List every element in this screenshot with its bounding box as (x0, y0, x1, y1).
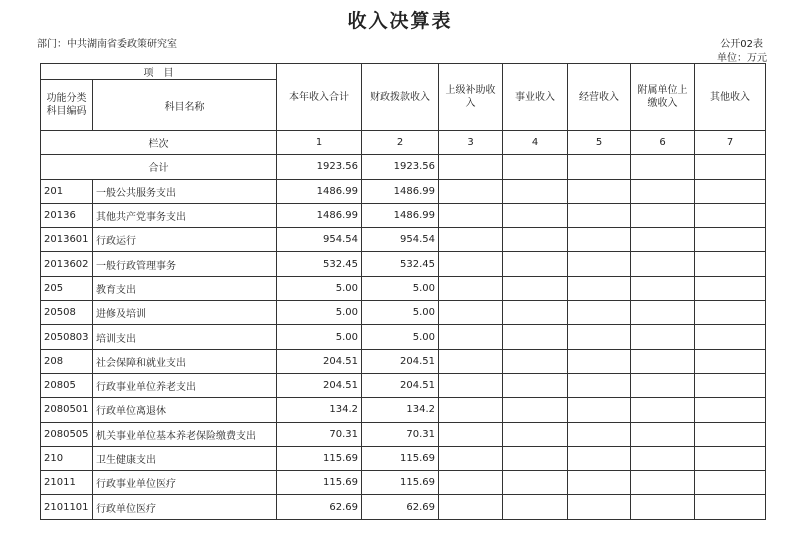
total-fiscal-value: 1923.56 (362, 155, 439, 179)
empty-cell (695, 179, 766, 203)
empty-cell (439, 179, 503, 203)
col-business-header: 事业收入 (503, 64, 568, 131)
row-total-income: 1486.99 (277, 179, 362, 203)
empty-cell (503, 301, 568, 325)
row-name: 进修及培训 (93, 301, 277, 325)
empty-cell (568, 155, 631, 179)
row-fiscal: 204.51 (362, 349, 439, 373)
empty-cell (631, 398, 695, 422)
empty-cell (568, 325, 631, 349)
col-number: 2 (362, 131, 439, 155)
item-group-header: 项 目 (41, 64, 277, 80)
col-code-header: 功能分类科目编码 (41, 80, 93, 131)
table-row (41, 228, 766, 252)
col-number: 5 (568, 131, 631, 155)
row-total-income: 204.51 (277, 349, 362, 373)
empty-cell (439, 228, 503, 252)
empty-cell (695, 155, 766, 179)
row-code: 208 (41, 349, 93, 373)
col-number: 3 (439, 131, 503, 155)
empty-cell (695, 495, 766, 519)
empty-cell (568, 252, 631, 276)
empty-cell (568, 471, 631, 495)
empty-cell (695, 446, 766, 470)
row-fiscal: 532.45 (362, 252, 439, 276)
empty-cell (631, 228, 695, 252)
empty-cell (631, 373, 695, 397)
row-total-income: 532.45 (277, 252, 362, 276)
empty-cell (503, 422, 568, 446)
empty-cell (439, 398, 503, 422)
empty-cell (439, 349, 503, 373)
row-code: 210 (41, 446, 93, 470)
empty-cell (503, 203, 568, 227)
empty-cell (568, 495, 631, 519)
empty-cell (695, 252, 766, 276)
empty-cell (503, 398, 568, 422)
empty-cell (503, 495, 568, 519)
unit-label: 单位：万元 (717, 53, 767, 64)
row-name: 行政单位医疗 (93, 495, 277, 519)
empty-cell (695, 301, 766, 325)
empty-cell (503, 373, 568, 397)
table-row (41, 495, 766, 519)
form-number: 公开02表 (720, 39, 763, 50)
col-number: 7 (695, 131, 766, 155)
table-row (41, 349, 766, 373)
empty-cell (439, 276, 503, 300)
empty-cell (503, 446, 568, 470)
row-total-income: 62.69 (277, 495, 362, 519)
row-fiscal: 5.00 (362, 276, 439, 300)
row-total-income: 954.54 (277, 228, 362, 252)
row-name: 教育支出 (93, 276, 277, 300)
empty-cell (568, 301, 631, 325)
row-fiscal: 115.69 (362, 471, 439, 495)
row-total-income: 70.31 (277, 422, 362, 446)
empty-cell (503, 179, 568, 203)
row-total-income: 134.2 (277, 398, 362, 422)
empty-cell (439, 422, 503, 446)
row-fiscal: 1486.99 (362, 179, 439, 203)
empty-cell (568, 398, 631, 422)
empty-cell (568, 276, 631, 300)
row-code: 20508 (41, 301, 93, 325)
empty-cell (439, 325, 503, 349)
row-fiscal: 954.54 (362, 228, 439, 252)
table-row (41, 422, 766, 446)
row-code: 2050803 (41, 325, 93, 349)
col-other-header: 其他收入 (695, 64, 766, 131)
row-total-income: 204.51 (277, 373, 362, 397)
empty-cell (695, 325, 766, 349)
empty-cell (631, 155, 695, 179)
empty-cell (631, 325, 695, 349)
row-fiscal: 70.31 (362, 422, 439, 446)
col-fiscal-header: 财政拨款收入 (362, 64, 439, 131)
report-title: 收入决算表 (347, 10, 453, 32)
empty-cell (695, 203, 766, 227)
row-name: 行政运行 (93, 228, 277, 252)
empty-cell (439, 203, 503, 227)
empty-cell (631, 276, 695, 300)
row-fiscal: 5.00 (362, 301, 439, 325)
col-operating-header: 经营收入 (568, 64, 631, 131)
row-code: 2080501 (41, 398, 93, 422)
table-row (41, 471, 766, 495)
row-total-income: 115.69 (277, 471, 362, 495)
row-total-income: 1486.99 (277, 203, 362, 227)
row-name: 卫生健康支出 (93, 446, 277, 470)
empty-cell (631, 446, 695, 470)
income-table (40, 63, 766, 520)
table-row (41, 276, 766, 300)
empty-cell (568, 228, 631, 252)
row-name: 培训支出 (93, 325, 277, 349)
col-affiliated-header: 附属单位上缴收入 (631, 64, 695, 131)
empty-cell (695, 349, 766, 373)
empty-cell (695, 373, 766, 397)
empty-cell (439, 373, 503, 397)
row-total-income: 5.00 (277, 325, 362, 349)
empty-cell (439, 155, 503, 179)
row-fiscal: 204.51 (362, 373, 439, 397)
row-fiscal: 1486.99 (362, 203, 439, 227)
empty-cell (568, 179, 631, 203)
empty-cell (695, 276, 766, 300)
total-row (41, 155, 766, 179)
row-total-income: 5.00 (277, 301, 362, 325)
empty-cell (503, 276, 568, 300)
empty-cell (503, 228, 568, 252)
empty-cell (439, 446, 503, 470)
row-name: 社会保障和就业支出 (93, 349, 277, 373)
empty-cell (631, 422, 695, 446)
empty-cell (503, 471, 568, 495)
row-code: 2013601 (41, 228, 93, 252)
row-fiscal: 62.69 (362, 495, 439, 519)
row-total-income: 115.69 (277, 446, 362, 470)
row-code: 20805 (41, 373, 93, 397)
empty-cell (631, 252, 695, 276)
table-row (41, 446, 766, 470)
empty-cell (439, 301, 503, 325)
empty-cell (695, 228, 766, 252)
empty-cell (503, 155, 568, 179)
row-code: 21011 (41, 471, 93, 495)
empty-cell (631, 179, 695, 203)
row-total-income: 5.00 (277, 276, 362, 300)
empty-cell (503, 349, 568, 373)
empty-cell (695, 422, 766, 446)
row-code: 201 (41, 179, 93, 203)
row-order-label: 栏次 (41, 131, 277, 155)
col-total-income-header: 本年收入合计 (277, 64, 362, 131)
row-fiscal: 115.69 (362, 446, 439, 470)
table-row (41, 179, 766, 203)
row-code: 20136 (41, 203, 93, 227)
row-name: 机关事业单位基本养老保险缴费支出 (93, 422, 277, 446)
empty-cell (568, 349, 631, 373)
empty-cell (503, 252, 568, 276)
col-number: 6 (631, 131, 695, 155)
col-number: 4 (503, 131, 568, 155)
row-fiscal: 5.00 (362, 325, 439, 349)
row-code: 2101101 (41, 495, 93, 519)
table-row (41, 398, 766, 422)
department-label: 部门：中共湖南省委政策研究室 (37, 39, 177, 50)
table-row (41, 252, 766, 276)
col-number: 1 (277, 131, 362, 155)
empty-cell (631, 301, 695, 325)
row-code: 205 (41, 276, 93, 300)
empty-cell (568, 446, 631, 470)
row-name: 行政单位离退休 (93, 398, 277, 422)
empty-cell (568, 373, 631, 397)
row-fiscal: 134.2 (362, 398, 439, 422)
empty-cell (695, 471, 766, 495)
col-higher-subsidy-header: 上级补助收入 (439, 64, 503, 131)
row-code: 2013602 (41, 252, 93, 276)
total-income-value: 1923.56 (277, 155, 362, 179)
col-name-header: 科目名称 (93, 80, 277, 131)
row-name: 其他共产党事务支出 (93, 203, 277, 227)
total-label: 合计 (41, 155, 277, 179)
empty-cell (631, 495, 695, 519)
row-name: 一般公共服务支出 (93, 179, 277, 203)
table-row (41, 373, 766, 397)
empty-cell (568, 422, 631, 446)
empty-cell (439, 471, 503, 495)
row-code: 2080505 (41, 422, 93, 446)
table-row (41, 301, 766, 325)
empty-cell (631, 349, 695, 373)
empty-cell (631, 203, 695, 227)
table-row (41, 325, 766, 349)
empty-cell (503, 325, 568, 349)
empty-cell (439, 495, 503, 519)
empty-cell (695, 398, 766, 422)
row-name: 一般行政管理事务 (93, 252, 277, 276)
table-row (41, 203, 766, 227)
row-name: 行政事业单位医疗 (93, 471, 277, 495)
empty-cell (568, 203, 631, 227)
empty-cell (631, 471, 695, 495)
row-name: 行政事业单位养老支出 (93, 373, 277, 397)
empty-cell (439, 252, 503, 276)
